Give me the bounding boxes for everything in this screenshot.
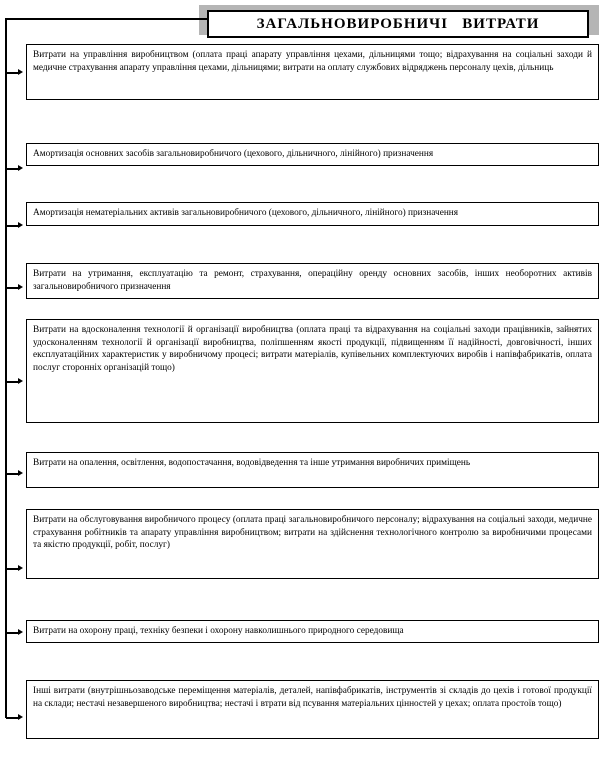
arrow-5 (6, 381, 20, 383)
arrow-4 (6, 287, 20, 289)
cost-item-text: Витрати на обслуговування виробничого процесу (оплата праці загальновиробничого персоналу; відрахування на соціальні заходи, медичне страхування робітників та апарату управління виробництвом; витрати на здійснення технологічного контролю за виробничими процесами та якістю продукції, робіт, послуг) (33, 515, 592, 550)
cost-item-process-service (26, 509, 599, 579)
cost-item-management (26, 44, 599, 100)
cost-item-depreciation-intangible (26, 202, 599, 226)
cost-item-text: Витрати на вдосконалення технології й організації виробництва (оплата праці та відрахування на соціальні заходи працівників, зайнятих удосконаленням технології й організації виробництва, поліпшенням якості продукції, підвищенням її надійності, довговічності, інших експлуатаційних характеристик у виробничому процесі; витрати матеріалів, купівельних комплектуючих виробів і напівфабрикатів, оплата послуг сторонніх організацій тощо) (33, 325, 592, 373)
cost-item-text: Витрати на управління виробництвом (оплата праці апарату управління цехами, дільницями тощо; відрахування на соціальні заходи й медичне страхування апарату управління цехами, дільницями; витрати на оплату службових відряджень персоналу цехів, дільниць (33, 50, 592, 73)
cost-item-text: Витрати на охорону праці, техніку безпеки і охорону навколишнього природного середовища (33, 626, 404, 636)
cost-item-technology (26, 319, 599, 423)
arrow-9 (6, 717, 20, 719)
arrow-7 (6, 568, 20, 570)
cost-item-utilities (26, 452, 599, 488)
title-box (207, 10, 589, 38)
arrow-1 (6, 72, 20, 74)
arrow-6 (6, 473, 20, 475)
cost-item-text: Амортизація основних засобів загальновиробничого (цехового, дільничного, лінійного) призначення (33, 149, 434, 159)
cost-item-text: Амортизація нематеріальних активів загальновиробничого (цехового, дільничного, лінійного) призначення (33, 208, 459, 218)
diagram-title: ЗАГАЛЬНОВИРОБНИЧІ ВИТРАТИ (256, 15, 540, 32)
cost-item-text: Витрати на утримання, експлуатацію та ремонт, страхування, операційну оренду основних засобів, інших необоротних активів загальновиробничого призначення (33, 269, 592, 292)
cost-item-maintenance (26, 263, 599, 299)
connector-top (5, 18, 207, 20)
cost-item-other (26, 680, 599, 739)
arrow-2 (6, 168, 20, 170)
arrow-8 (6, 632, 20, 634)
cost-item-text: Витрати на опалення, освітлення, водопостачання, водовідведення та інше утримання виробничих приміщень (33, 458, 471, 468)
arrow-3 (6, 225, 20, 227)
cost-item-text: Інші витрати (внутрішньозаводське переміщення матеріалів, деталей, напівфабрикатів, інструментів зі складів до цехів і готової продукції на склади; нестачі незавершеного виробництва; нестачі і втрати від псування матеріальних цінностей у цехах; оплата простоїв тощо) (33, 686, 592, 709)
cost-item-labor-safety (26, 620, 599, 643)
connector-spine (5, 18, 7, 718)
cost-item-depreciation-fixed-assets (26, 143, 599, 166)
